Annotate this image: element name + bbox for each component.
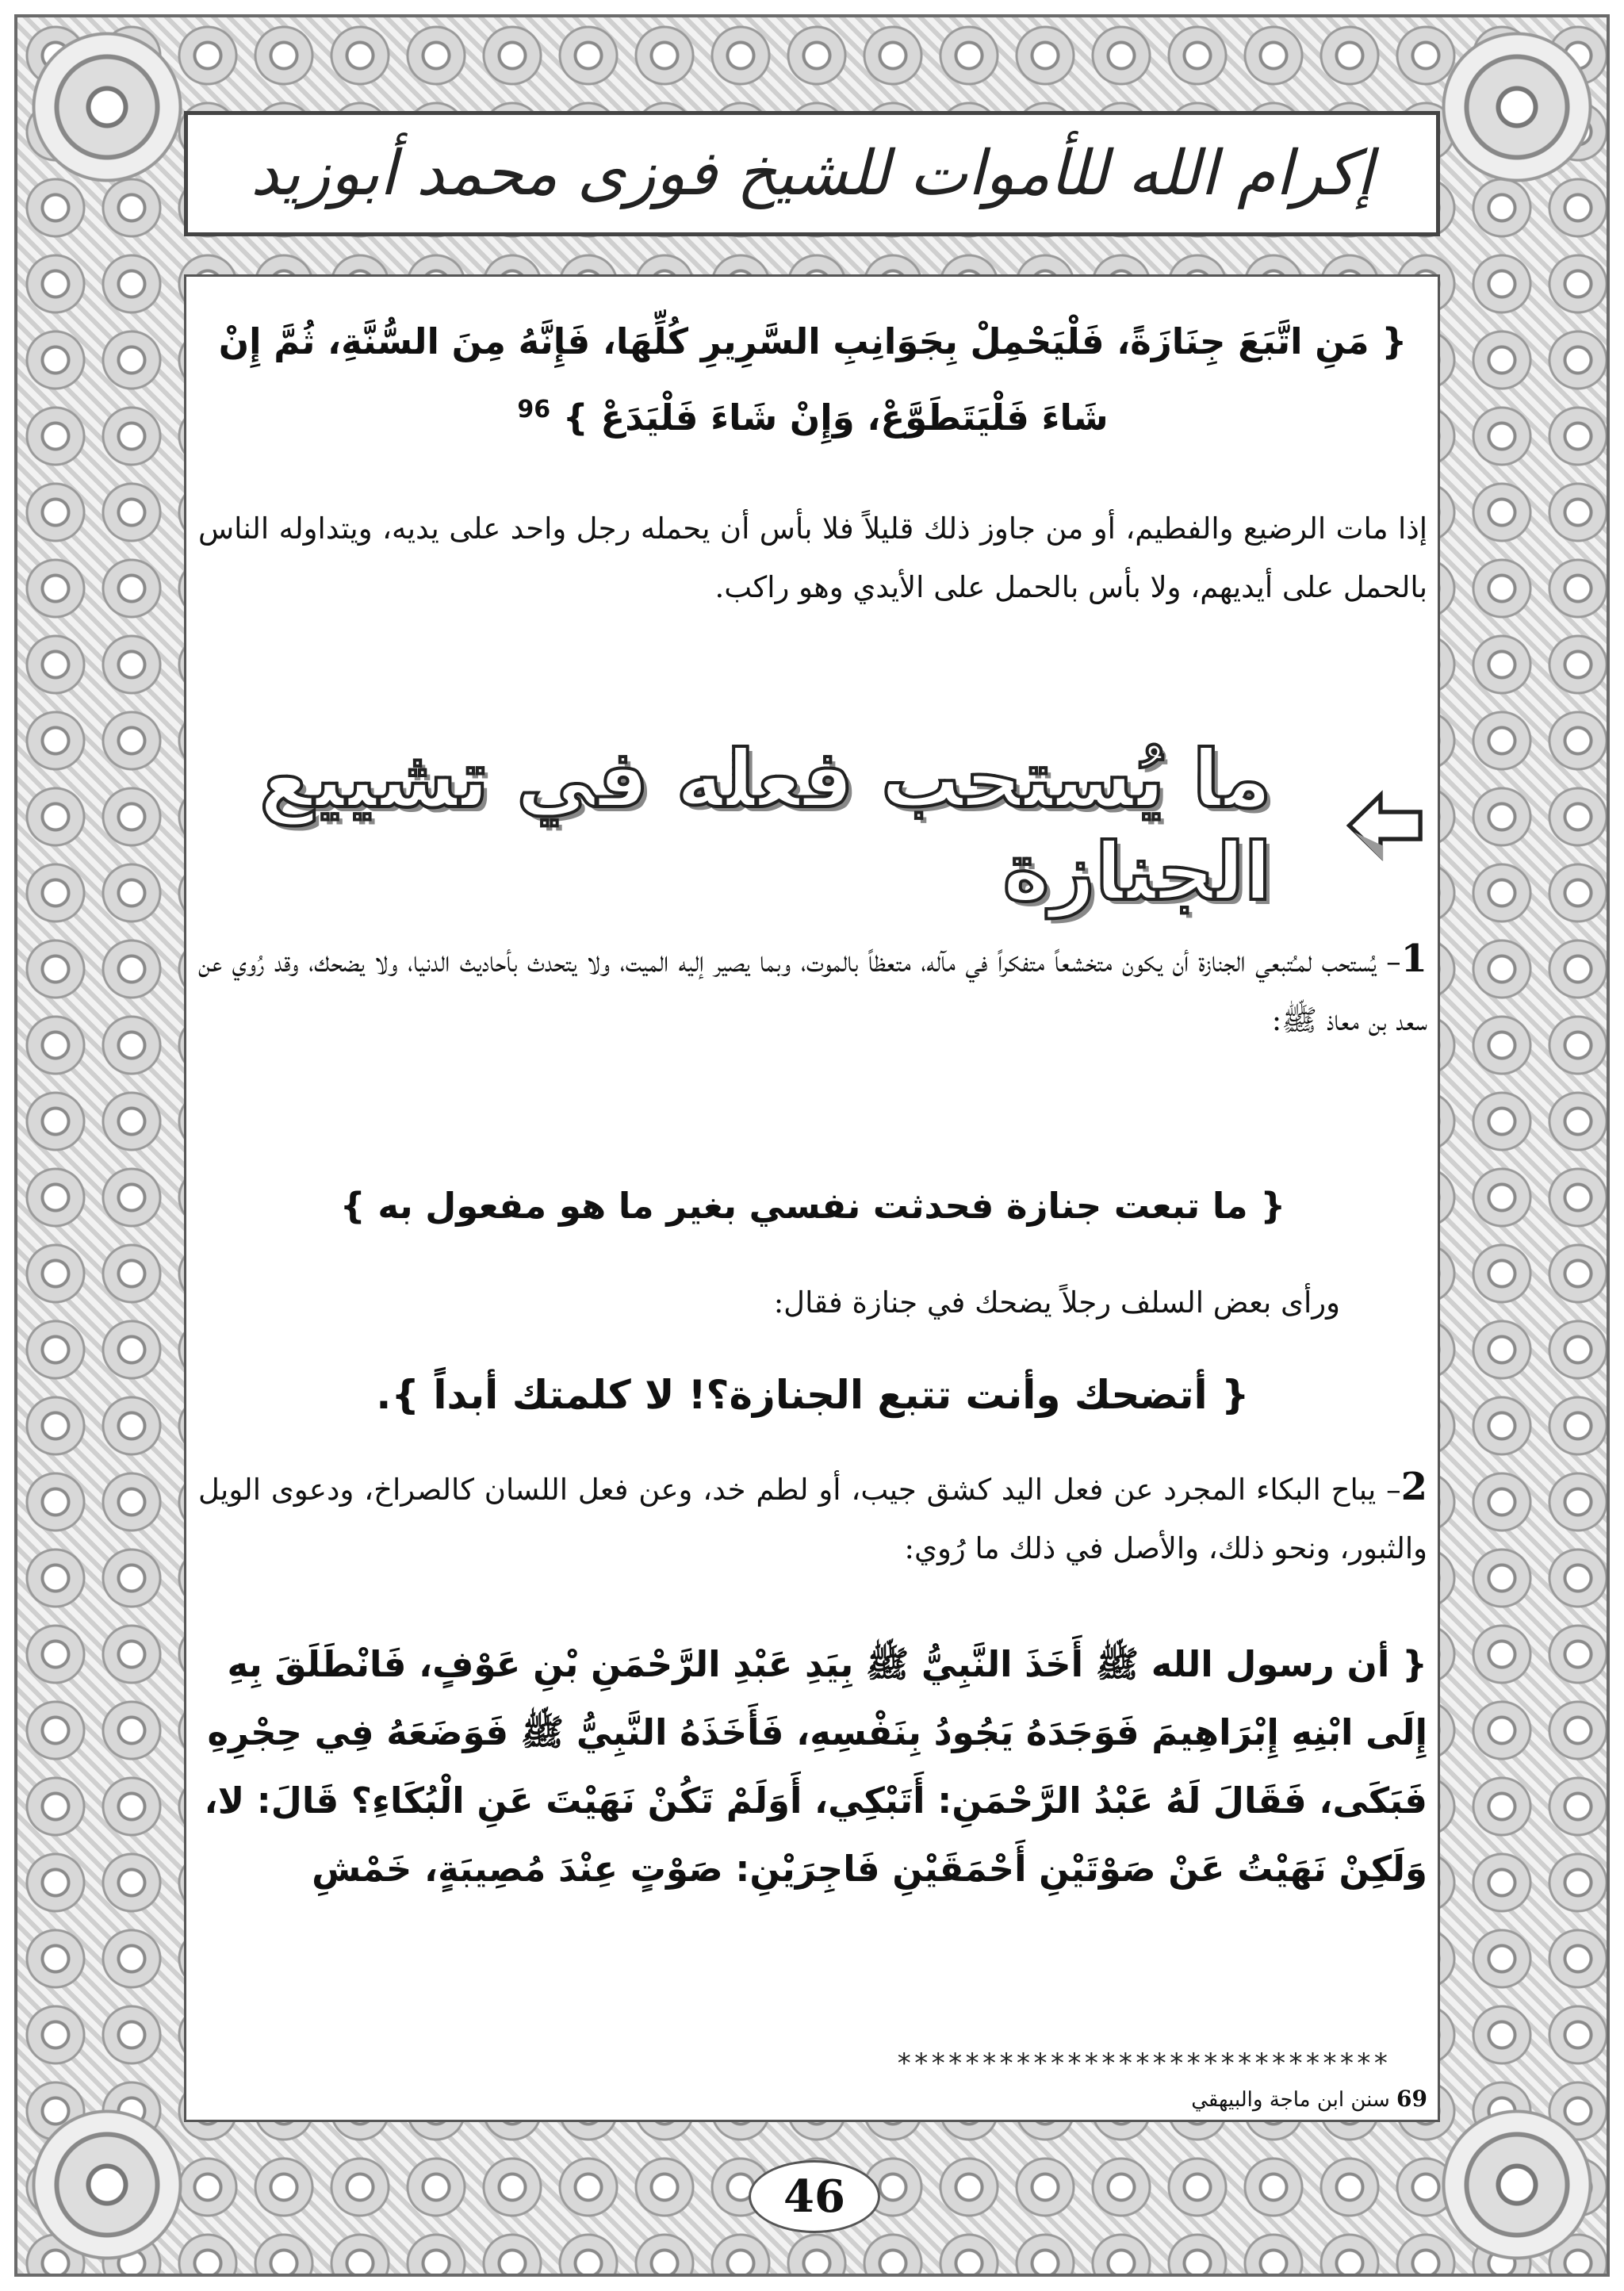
item-1-number: 1 xyxy=(1400,937,1427,981)
long-hadith-line1: { أن رسول الله ﷺ أَخَذَ النَّبِيُّ ﷺ بِيَدِ عَبْدِ الرَّحْمَنِ بْنِ عَوْفٍ، فَانْطَلَقَ بِهِ xyxy=(227,1643,1427,1685)
footnote xyxy=(1031,2086,1427,2117)
long-hadith-line3: فَبَكَى، فَقَالَ لَهُ عَبْدُ الرَّحْمَنِ: أَتَبْكِي، أَوَلَمْ تَكُنْ نَهَيْتَ عَنِ الْبُكَاءِ؟ قَالَ: لا، xyxy=(204,1780,1427,1822)
long-hadith xyxy=(198,1630,1427,1903)
opening-hadith xyxy=(198,308,1427,452)
corner-ornament-bottom-left xyxy=(32,2109,182,2260)
long-hadith-line4: وَلَكِنْ نَهَيْتُ عَنْ صَوْتَيْنِ أَحْمَقَيْنِ فَاجِرَيْنِ: صَوْتٍ عِنْدَ مُصِيبَةٍ، خَمْشِ xyxy=(312,1848,1427,1890)
item-2-text: – يباح البكاء المجرد عن فعل اليد كشق جيب، أو لطم خد، وعن فعل اللسان كالصراخ، ودعوى الويل والثبور، ونحو ذلك، والأصل في ذلك ما رُوي: xyxy=(198,1473,1427,1565)
quote-laughing: { أتضحك وأنت تتبع الجنازة؟! لا كلمتك أبداً }. xyxy=(376,1372,1250,1418)
opening-hadith-line2-wrap xyxy=(198,376,1427,452)
footnote-number: 69 xyxy=(1396,2086,1427,2112)
footnote-text: سنن ابن ماجة والبيهقي xyxy=(1191,2088,1390,2112)
long-hadith-line2: إِلَى ابْنِهِ إِبْرَاهِيمَ فَوَجَدَهُ يَجُودُ بِنَفْسِهِ، فَأَخَذَهُ النَّبِيُّ ﷺ فَوَضَعَهُ فِي حِجْرِهِ xyxy=(207,1711,1427,1753)
opening-hadith-line1: { مَنِ اتَّبَعَ جِنَازَةً، فَلْيَحْمِلْ بِجَوَانِبِ السَّرِيرِ كُلِّهَا، فَإِنَّهُ مِنَ السُّنَّةِ، ثُمَّ إِنْ xyxy=(218,320,1408,362)
footnote-reference: 96 xyxy=(517,396,551,423)
item-1-text: – يُستحب لمـُتبعي الجنازة أن يكون متخشعاً متفكراً في مآله، متعظاً بالموت، وبما يصير إليه الميت، ولا يتحدث بأحاديث الدنيا، ولا يضحك، وقد رُوي عن سعد بن معاذ ﷺ: xyxy=(198,944,1427,1037)
corner-ornament-top-left xyxy=(32,32,182,182)
paragraph-salaf: ورأى بعض السلف رجلاً يضحك في جنازة فقال: xyxy=(773,1285,1340,1320)
arrow-left-icon xyxy=(1342,774,1427,877)
header-banner xyxy=(184,111,1440,236)
paragraph-infant-carrying: إذا مات الرضيع والفطيم، أو من جاوز ذلك قليلاً فلا بأس أن يحمله رجل واحد على يديه، ويتداوله الناس بالحمل على أيديهم، ولا بأس بالحمل على الأيدي وهو راكب. xyxy=(198,511,1427,604)
item-2-number: 2 xyxy=(1400,1465,1427,1509)
page-number: 46 xyxy=(749,2160,880,2233)
corner-ornament-bottom-right xyxy=(1442,2109,1592,2260)
footnote-divider: ***************************** xyxy=(896,2048,1390,2079)
item-1 xyxy=(198,929,1427,1050)
section-title: ما يُستحب فعله في تشييع الجنازة xyxy=(198,733,1271,918)
opening-hadith-line2: شَاءَ فَلْيَتَطَوَّعْ، وَإِنْ شَاءَ فَلْيَدَعْ } xyxy=(562,397,1109,439)
quote-saad: { ما تبعت جنازة فحدثت نفسي بغير ما هو مفعول به } xyxy=(339,1185,1286,1227)
section-heading xyxy=(198,733,1427,918)
book-title: إكرام الله للأموات للشيخ فوزى محمد أبوزيد xyxy=(251,138,1373,209)
corner-ornament-top-right xyxy=(1442,32,1592,182)
item-2 xyxy=(198,1458,1427,1578)
